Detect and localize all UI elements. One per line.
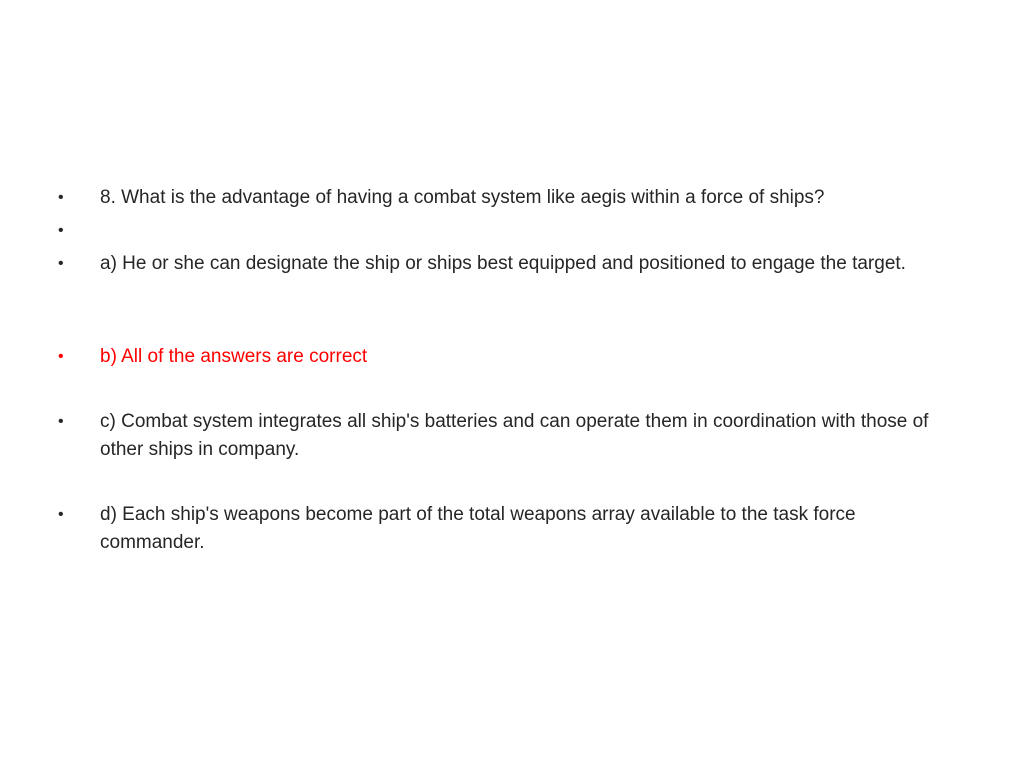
answer-a-text: a) He or she can designate the ship or ships best equipped and positioned to engage the target.: [100, 253, 906, 274]
bullet-icon: •: [58, 255, 64, 272]
answer-b-item: [58, 343, 958, 371]
answer-c-text: c) Combat system integrates all ship's batteries and can operate them in coordination with those of other ships in company.: [100, 411, 929, 460]
empty-item: [58, 217, 958, 245]
bullet-icon: •: [58, 222, 64, 239]
answer-b-text: b) All of the answers are correct: [100, 346, 368, 367]
answer-c-item: [58, 408, 958, 464]
bullet-icon: •: [58, 348, 64, 365]
question-text: 8. What is the advantage of having a combat system like aegis within a force of ships?: [100, 187, 825, 208]
bullet-icon: •: [58, 189, 64, 206]
question-item: [58, 184, 958, 212]
bullet-icon: •: [58, 413, 64, 430]
answer-a-item: [58, 250, 958, 278]
answer-d-text: d) Each ship's weapons become part of the total weapons array available to the task force commander.: [100, 504, 856, 553]
bullet-icon: •: [58, 506, 64, 523]
answer-d-item: [58, 501, 958, 557]
